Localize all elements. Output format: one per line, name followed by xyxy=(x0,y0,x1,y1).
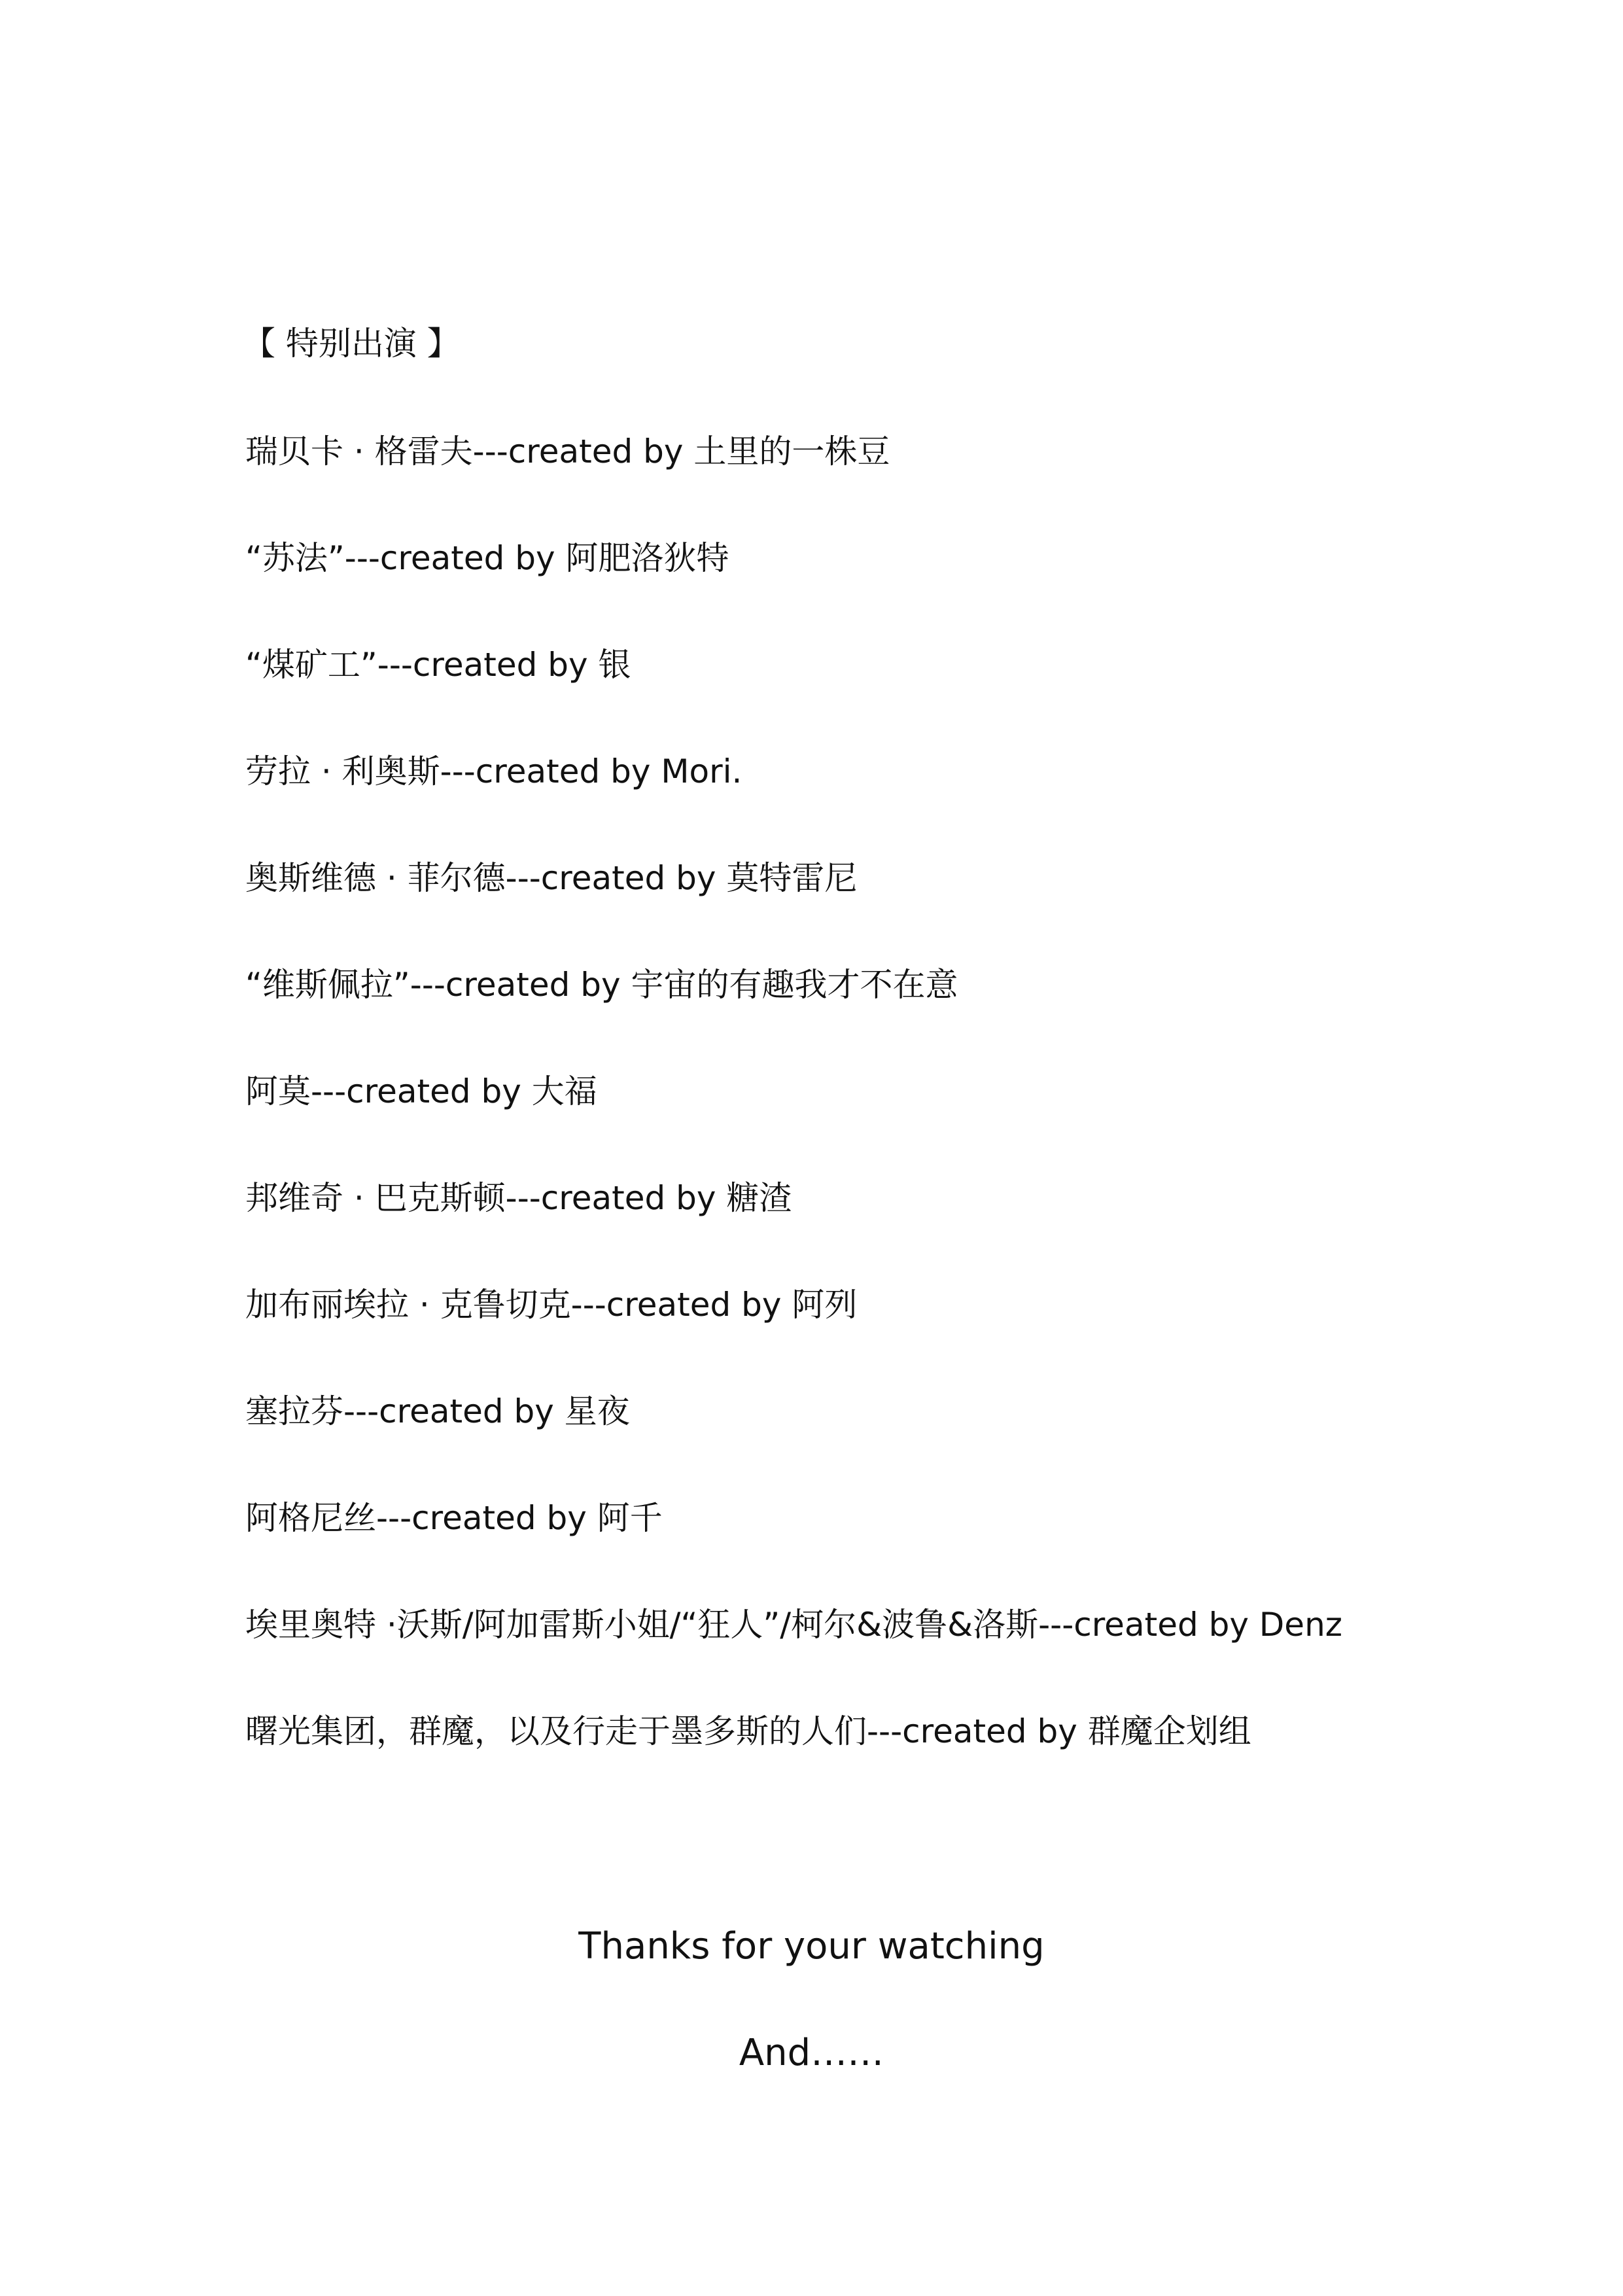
closing-and-more: And…… xyxy=(739,2032,884,2074)
credit-line: 瑞贝卡 · 格雷夫---created by 土里的一株豆 xyxy=(245,433,890,470)
credit-line: 阿莫---created by 大福 xyxy=(245,1072,597,1110)
credit-line: 曙光集团，群魔，以及行走于墨多斯的人们---created by 群魔企划组 xyxy=(245,1712,1251,1750)
credit-line: 邦维奇 · 巴克斯顿---created by 糖渣 xyxy=(245,1179,792,1217)
credit-line: 奥斯维德 · 菲尔德---created by 莫特雷尼 xyxy=(245,859,858,897)
credit-line: 塞拉芬---created by 星夜 xyxy=(245,1392,630,1430)
credits-list xyxy=(245,429,1342,1815)
credit-line: 劳拉 · 利奥斯---created by Mori. xyxy=(245,752,742,790)
credit-line: “维斯佩拉”---created by 宇宙的有趣我才不在意 xyxy=(245,966,958,1004)
section-heading-special-appearance: 【 特别出演 】 xyxy=(243,325,460,362)
closing-thanks: Thanks for your watching xyxy=(578,1925,1045,1968)
credit-line: 加布丽埃拉 · 克鲁切克---created by 阿列 xyxy=(245,1286,858,1324)
credit-line: 埃里奥特 ·沃斯/阿加雷斯小姐/“狂人”/柯尔&波鲁&洛斯---created by Denz xyxy=(245,1606,1343,1644)
credit-line: “苏法”---created by 阿肥洛狄特 xyxy=(245,539,729,577)
credit-line: 阿格尼丝---created by 阿千 xyxy=(245,1499,663,1537)
credit-line: “煤矿工”---created by 银 xyxy=(245,646,631,684)
